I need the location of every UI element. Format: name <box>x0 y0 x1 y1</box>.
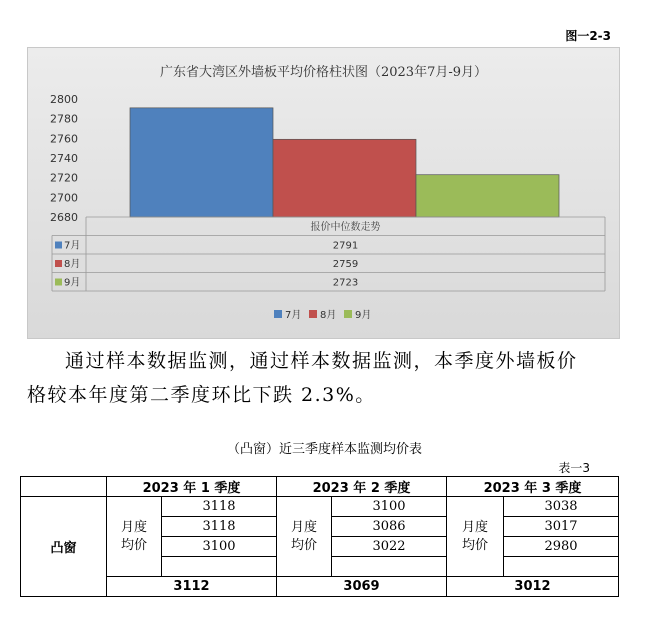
row-label: 7月 <box>64 240 81 252</box>
y-tick-label: 2760 <box>50 132 78 146</box>
legend-swatch <box>344 310 352 318</box>
table-corner <box>21 477 107 497</box>
monthly-label <box>107 497 162 577</box>
y-tick-label: 2700 <box>50 191 78 205</box>
legend-label: 7月 <box>285 310 302 321</box>
legend-key <box>55 279 62 286</box>
table-cell <box>162 557 277 577</box>
y-tick-label: 2780 <box>50 112 78 126</box>
legend-label: 8月 <box>320 310 337 321</box>
table-cell <box>332 557 447 577</box>
bar <box>130 108 273 217</box>
y-tick-label: 2740 <box>50 152 78 165</box>
table-cell: 3118 <box>162 517 277 537</box>
table-cell: 3100 <box>162 537 277 557</box>
quarter-header: 2023 年 3 季度 <box>447 477 619 497</box>
table-cell: 3118 <box>162 497 277 517</box>
monthly-label-text: 月度 均价 <box>290 519 317 553</box>
row-label: 8月 <box>64 259 81 270</box>
price-table <box>20 476 619 597</box>
bar <box>416 175 559 217</box>
table-number: 表一3 <box>558 461 590 475</box>
monthly-label <box>277 497 332 577</box>
legend-swatch <box>309 310 317 318</box>
bar-chart <box>27 47 620 339</box>
chart-canvas <box>28 48 619 338</box>
legend-key <box>55 260 62 267</box>
quarter-header: 2023 年 2 季度 <box>277 477 447 497</box>
figure-number: 图一2-3 <box>565 29 611 43</box>
bar <box>273 139 416 217</box>
table-cell <box>504 557 619 577</box>
y-tick-label: 2680 <box>50 211 78 224</box>
table-cell: 3086 <box>332 517 447 537</box>
table-cell: 3022 <box>332 537 447 557</box>
table-cell: 3038 <box>504 497 619 517</box>
y-tick-label: 2800 <box>50 93 78 106</box>
row-value: 2759 <box>332 259 359 270</box>
paragraph-line-2: 格较本年度第二季度环比下跌 2.3%。 <box>27 384 376 406</box>
quarter-average: 3069 <box>277 577 447 597</box>
paragraph-line-1 <box>27 344 623 378</box>
category-label: 报价中位数走势 <box>310 222 381 233</box>
paragraph-text-1: 通过样本数据监测，通过样本数据监测，本季度外墙板价 <box>65 350 578 372</box>
legend-swatch <box>274 310 282 318</box>
quarter-average: 3012 <box>447 577 619 597</box>
table-title: （凸窗）近三季度样本监测均价表 <box>226 442 422 457</box>
monthly-label <box>447 497 504 577</box>
quarter-header: 2023 年 1 季度 <box>107 477 277 497</box>
table-cell: 2980 <box>504 537 619 557</box>
monthly-label-text: 月度 均价 <box>461 519 488 553</box>
row-label: 9月 <box>64 277 81 289</box>
table-cell: 3100 <box>332 497 447 517</box>
row-value: 2791 <box>332 240 359 252</box>
quarter-average: 3112 <box>107 577 277 597</box>
table-cell: 3017 <box>504 517 619 537</box>
monthly-label-text: 月度 均价 <box>120 519 147 553</box>
legend-key <box>55 242 62 249</box>
legend-label: 9月 <box>355 310 372 321</box>
y-tick-label: 2720 <box>50 171 78 185</box>
category-cell: 凸窗 <box>21 497 107 597</box>
chart-title: 广东省大湾区外墙板平均价格柱状图（2023年7月-9月） <box>159 65 488 80</box>
row-value: 2723 <box>332 277 359 289</box>
